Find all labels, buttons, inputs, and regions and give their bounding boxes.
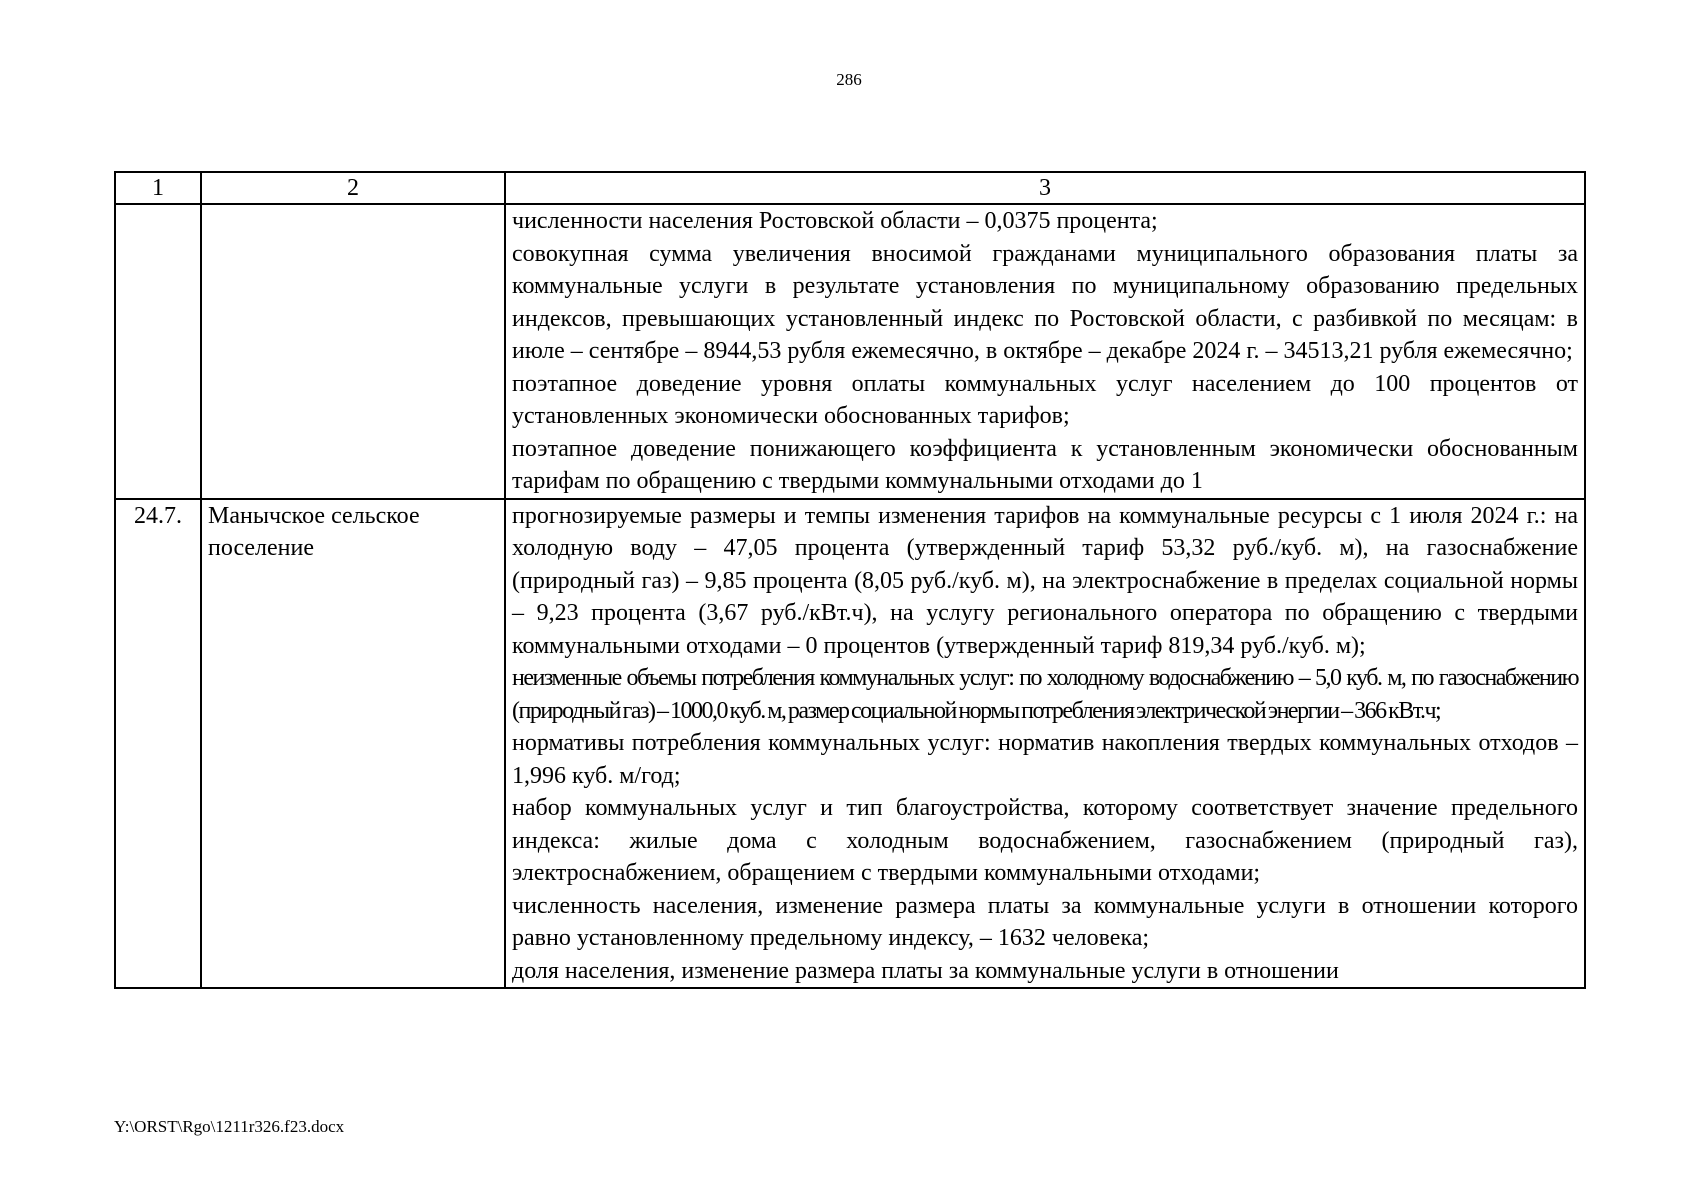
paragraph: прогнозируемые размеры и темпы изменения тарифов на коммунальные ресурсы с 1 июля 2024 г.: на холодную воду – 47,05 процента (утвержденный тариф 53,32 руб./куб. м), на газоснабжение (природный газ) – 9,85 процента (8,05 руб./куб. м), на электроснабжение в пределах социальной нормы – 9,23 процента (3,67 руб./кВт.ч), на услугу регионального оператора по обращению с твердыми коммунальными отходами – 0 процентов (утвержденный тариф 819,34 руб./куб. м); <box>512 502 1578 659</box>
paragraph: поэтапное доведение уровня оплаты коммунальных услуг населением до 100 процентов от установленных экономически обоснованных тарифов; <box>512 370 1578 429</box>
row-number-cell: 24.7. <box>115 499 201 989</box>
page-number: 286 <box>836 70 862 89</box>
description-cell <box>505 499 1585 989</box>
municipality-name-cell: Манычское сельское поселение <box>201 499 505 989</box>
paragraph: нормативы потребления коммунальных услуг: норматив накопления твердых коммунальных отходов – 1,996 куб. м/год; <box>512 730 1578 789</box>
paragraph: доля населения, изменение размера платы за коммунальные услуги в отношении <box>512 957 1339 984</box>
file-path-footer: Y:\ORST\Rgo\1211r326.f23.docx <box>114 1117 345 1136</box>
municipality-name-cell <box>201 204 505 499</box>
header-col-2: 2 <box>201 172 505 204</box>
header-col-1: 1 <box>115 172 201 204</box>
header-col-3: 3 <box>505 172 1585 204</box>
paragraph: набор коммунальных услуг и тип благоустройства, которому соответствует значение предельного индекса: жилые дома с холодным водоснабжением, газоснабжением (природный газ), электроснабжением, обращением с твердыми коммунальными отходами; <box>512 795 1578 886</box>
row-number-cell <box>115 204 201 499</box>
table-row <box>115 499 1585 989</box>
paragraph: поэтапное доведение понижающего коэффициента к установленным экономически обоснованным тарифам по обращению с твердыми коммунальными отходами до 1 <box>512 435 1578 494</box>
document-table <box>114 171 1586 989</box>
description-cell <box>505 204 1585 499</box>
paragraph: численности населения Ростовской области – 0,0375 процента; <box>512 208 1158 234</box>
paragraph: совокупная сумма увеличения вносимой гражданами муниципального образования платы за коммунальные услуги в результате установления по муниципальному образованию предельных индексов, превышающих установленный индекс по Ростовской области, с разбивкой по месяцам: в июле – сентябре – 8944,53 рубля ежемесячно, в октябре – декабре 2024 г. – 34513,21 рубля ежемесячно; <box>512 240 1578 364</box>
table-row <box>115 204 1585 499</box>
paragraph: неизменные объемы потребления коммунальных услуг: по холодному водоснабжению – 5,0 куб. м, по газоснабжению (природный газ) – 1000,0 куб. м, размер социальной нормы потребления электрической энергии – 366 кВт.ч; <box>512 665 1578 724</box>
paragraph: численность населения, изменение размера платы за коммунальные услуги в отношении которого равно установленному предельному индексу, – 1632 человека; <box>512 892 1578 951</box>
table-header-row <box>115 172 1585 204</box>
